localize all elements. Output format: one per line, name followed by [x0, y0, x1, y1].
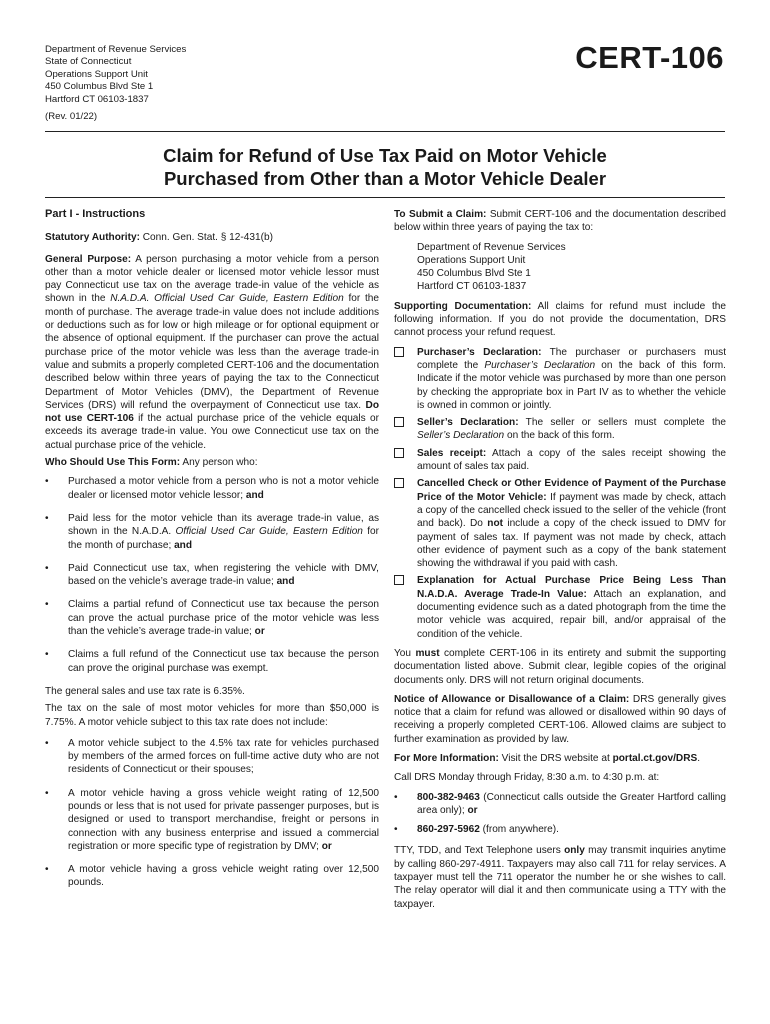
checklist-item: Explanation for Actual Purchase Price Being Less Than N.A.D.A. Average Trade-In Value: Attach an explanation, and documenting evidence such as a dated photograph from the time the motor vehicle was acquired, repair bill, and/or appraisal of the condition of the vehicle. [394, 574, 726, 640]
address-line: State of Connecticut [45, 56, 132, 68]
address-line: 450 Columbus Blvd Ste 1 [417, 268, 531, 280]
call-hours: Call DRS Monday through Friday, 8:30 a.m. to 4:30 p.m. at: [394, 772, 660, 784]
address-line: Operations Support Unit [45, 68, 148, 80]
statutory-authority: Statutory Authority: Conn. Gen. Stat. § 12-431(b) [45, 232, 273, 244]
checklist-item: Purchaser’s Declaration: The purchaser or purchasers must complete the Purchaser’s Declaration on the back of this form. Indicate if the motor vehicle was purchased by more than one person by checking the appropriate box in Part IV as to whether the vehicle is owned in common or jointly. [394, 346, 726, 412]
top-divider [45, 131, 725, 132]
list-item: • A motor vehicle subject to the 4.5% tax rate for vehicles purchased by members of the armed forces on full-time active duty who are not residents of Connecticut or their spouses; [45, 737, 379, 777]
list-item: • Claims a full refund of the Connecticut use tax because the person can prove the original purchase was exempt. [45, 648, 379, 675]
checklist-item: Seller’s Declaration: The seller or sellers must complete the Seller’s Declaration on the back of this form. [394, 416, 726, 443]
drs-website-link[interactable]: portal.ct.gov/DRS [612, 752, 698, 764]
notice-of-allowance: Notice of Allowance or Disallowance of a Claim: DRS generally gives notice that a claim for refund was allowed or disallowed within 90 days of receiving a properly completed CERT-106. Allowed claims are subject to further examination as provided by law. [394, 693, 727, 745]
documentation-checklist [394, 346, 726, 641]
submission-column [394, 208, 726, 915]
part-heading: Part I - Instructions [45, 208, 146, 220]
list-item: • Paid less for the motor vehicle than its average trade-in value, as shown in the N.A.D.A. Official Used Car Guide, Eastern Edition for the month of purchase; and [45, 512, 379, 552]
revision-date: (Rev. 01/22) [45, 111, 98, 122]
phone-number[interactable]: 860-297-5962 [417, 824, 480, 836]
list-item: • A motor vehicle having a gross vehicle weight rating of 12,500 pounds or less that is not used for private passenger purposes, but is designed or used to transport merchandise, freight or persons in connection with any business enterprise and issued a commercial registration or more specific type of registration by DMV; or [45, 787, 379, 853]
address-line: Hartford CT 06103-1837 [45, 93, 149, 105]
list-item: • 860-297-5962 (from anywhere). [394, 823, 726, 836]
address-line: 450 Columbus Blvd Ste 1 [45, 81, 154, 93]
checkbox-icon [394, 347, 404, 357]
list-item: • Claims a partial refund of Connecticut use tax because the person can prove the actual purchase price of the motor vehicle was less than the vehicle’s average trade-in value; or [45, 598, 379, 638]
who-should-use: Who Should Use This Form: Any person who: [45, 457, 258, 469]
checkbox-icon [394, 417, 404, 427]
checkbox-icon [394, 448, 404, 458]
must-complete: You must complete CERT-106 in its entirety and submit the supporting documentation listed above. Submit clear, legible copies of the original documents only. DRS will not return original documents. [394, 647, 726, 686]
address-line: Hartford CT 06103-1837 [417, 281, 527, 293]
title-divider [45, 197, 725, 198]
submit-claim: To Submit a Claim: Submit CERT-106 and the documentation described below within three years of paying the tax to: [394, 209, 726, 234]
eligibility-list [45, 475, 379, 675]
phone-number[interactable]: 800-382-9463 [417, 791, 480, 803]
checklist-item: Cancelled Check or Other Evidence of Payment of the Purchase Price of the Motor Vehicle: If payment was made by check, attach a copy of the cancelled check issued to the seller of the vehicle (front and back). Do not include a copy of the check issued to DMV for payment of sales tax. If payment was not made by check, attach other evidence of payment such as a copy of the bank statement showing the withdrawal if you paid with cash. [394, 477, 726, 570]
checkbox-icon [394, 478, 404, 488]
more-information: For More Information: Visit the DRS website at portal.ct.gov/DRS. [394, 752, 701, 764]
instructions-column [45, 208, 379, 900]
mailing-address [417, 241, 726, 294]
form-title [45, 145, 725, 190]
checkbox-icon [394, 575, 404, 585]
luxury-rate: The tax on the sale of most motor vehicles for more than $50,000 is 7.75%. A motor vehicle subject to this tax rate does not include: [45, 703, 379, 728]
general-purpose: General Purpose: A person purchasing a motor vehicle from a person other than a motor vehicle dealer or licensed motor vehicle lessor must pay Connecticut use tax on the average trade-in value of the vehicle as shown in the N.A.D.A. Official Used Car Guide, Eastern Edition for the month of purchase. The average trade-in value does not include additions or deductions such as for low or high mileage or for optional equipment or the absence of optional equipment. If the purchaser can prove the actual purchase price of the motor vehicle was less than the average trade-in value and submits a properly completed CERT-106 and the documentation described below within three years of paying the tax to the Connecticut Department of Motor Vehicles (DMV), the Department of Revenue Services (DRS) will refund the overpayment of Connecticut use tax. Do not use CERT-106 if the actual purchase price of the vehicle equals or exceeds its average trade-in value. You owe Connecticut use tax on the actual purchase price of the vehicle. [45, 253, 380, 451]
list-item: • A motor vehicle having a gross vehicle weight rating over 12,500 pounds. [45, 863, 379, 890]
form-number: CERT-106 [575, 40, 724, 75]
list-item: • 800-382-9463 (Connecticut calls outside the Greater Hartford calling area only); or [394, 791, 726, 818]
checklist-item: Sales receipt: Attach a copy of the sales receipt showing the amount of sales tax paid. [394, 447, 726, 474]
general-rate: The general sales and use tax rate is 6.35%. [45, 685, 245, 697]
phone-list [394, 791, 726, 837]
tty-info: TTY, TDD, and Text Telephone users only may transmit inquiries anytime by calling 860-297-4911. Taxpayers may also call 711 for relay services. A taxpayer must tell the 711 operator the number he or she wishes to call. The relay operator will dial it and then communicate using a TTY with the taxpayer. [394, 845, 727, 910]
list-item: • Paid Connecticut use tax, when registering the vehicle with DMV, based on the vehicle’s average trade-in value; and [45, 562, 379, 589]
list-item: • Purchased a motor vehicle from a person who is not a motor vehicle dealer or licensed motor vehicle lessor; and [45, 475, 379, 502]
title-line-1: Claim for Refund of Use Tax Paid on Motor Vehicle [163, 145, 607, 166]
address-line: Operations Support Unit [417, 254, 526, 266]
address-line: Department of Revenue Services [417, 241, 566, 253]
agency-address [45, 44, 186, 106]
address-line: Department of Revenue Services [45, 44, 187, 55]
supporting-documentation: Supporting Documentation: All claims for refund must include the following information. If you do not provide the documentation, DRS cannot process your refund request. [394, 300, 726, 339]
title-line-2: Purchased from Other than a Motor Vehicle Dealer [163, 167, 607, 189]
exclusions-list [45, 737, 379, 890]
